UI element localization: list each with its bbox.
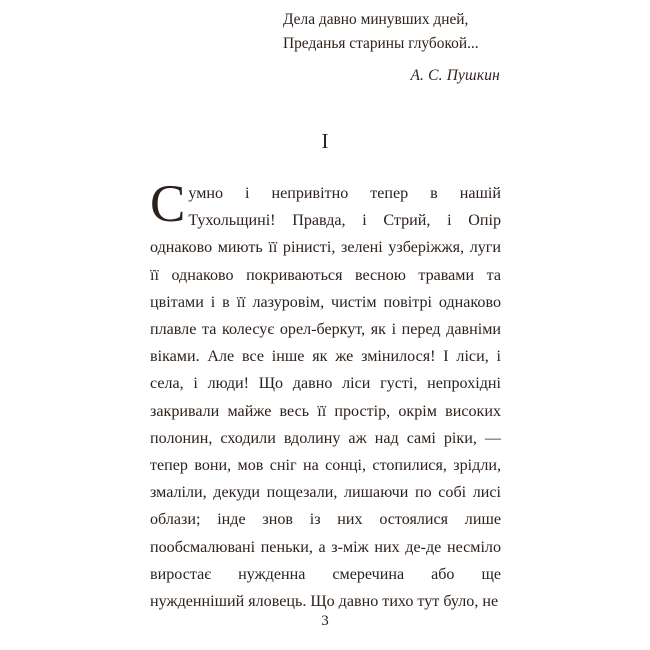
epigraph-line-2: Преданья старины глубокой... <box>283 35 479 52</box>
epigraph-line-1: Дела давно минувших дней, <box>283 11 469 28</box>
epigraph-lines <box>150 8 500 56</box>
chapter-number: I <box>321 129 329 153</box>
body-text <box>150 175 501 615</box>
body-paragraph-text: умно і непривітно тепер в нашій Тухольщині! Правда, і Стрий, і Опір однаково миють її рінисті, зелені узберіжжя, луги її однаково покриваються весною травами та цвітами і в її лазуровім, чистім повітрі однаково плавле та колесує орел-беркут, як і перед давніми віками. Але все інше як же змінилося! І ліси, і села, і люди! Що давно ліси густі, непрохідні закривали майже весь її простір, окрім високих полонин, сходили вдолину аж над самі ріки, — тепер вони, мов сніг на сонці, стопилися, зрідли, змаліли, декуди пощезали, лишаючи по собі лисі облази; інде знов із них остоялися лише пообсмалювані пеньки, а з-між них де-де несміло виростає нужденна смеречина або ще нужденніший яловець. Що давно тихо тут було, не <box>150 185 501 611</box>
epigraph-author: А. С. Пушкин <box>410 67 500 84</box>
body-paragraph <box>150 175 501 615</box>
epigraph <box>150 8 500 86</box>
page-number: 3 <box>321 613 329 629</box>
drop-cap: С <box>150 175 186 233</box>
